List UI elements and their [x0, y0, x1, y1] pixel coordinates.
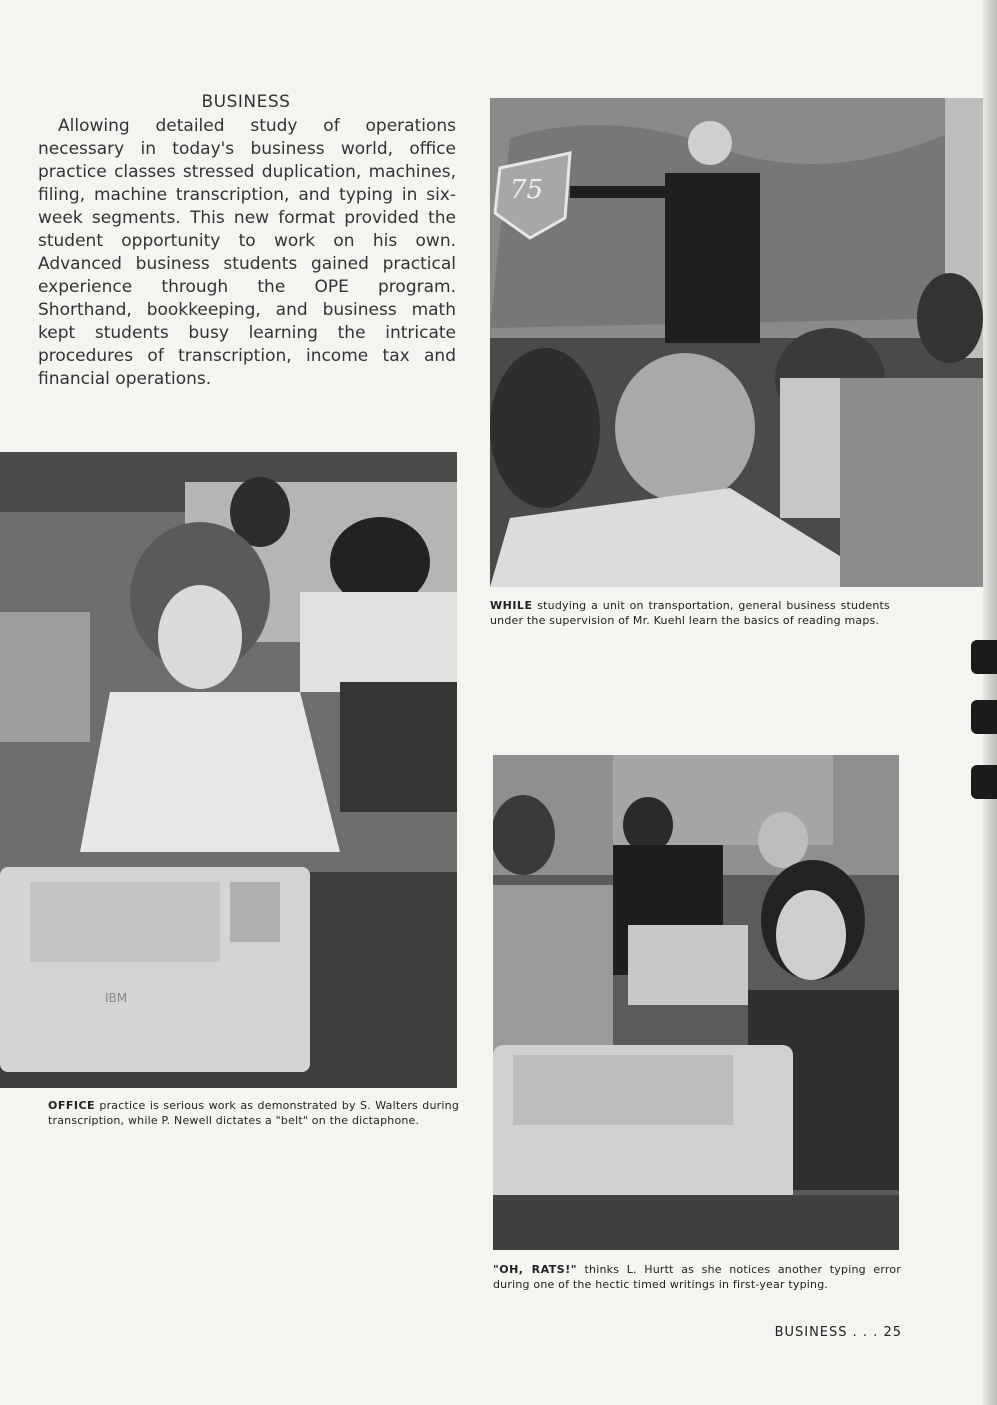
office-caption-lead: OFFICE	[48, 1099, 96, 1112]
typing-caption-text: thinks L. Hurtt as she notices another typing error during one of the hectic timed writings in first-year typing.	[493, 1263, 901, 1291]
typing-caption	[493, 1262, 901, 1292]
office-caption	[48, 1098, 459, 1128]
highway-sign-number: 75	[510, 175, 544, 205]
office-photo	[0, 452, 457, 1088]
classroom-caption-text: studying a unit on transportation, general business students under the supervision of Mr. Kuehl learn the basics of reading maps.	[490, 599, 890, 627]
classroom-caption	[490, 598, 890, 628]
typewriter-brand: IBM	[105, 991, 128, 1005]
typing-caption-lead: "OH, RATS!"	[493, 1263, 577, 1276]
typing-photo	[493, 755, 899, 1250]
classroom-photo	[490, 98, 983, 587]
article-body: Allowing detailed study of operations necessary in today's business world, office practice classes stressed duplication, machines, filing, machine transcription, and typing in six-week segments. This new format provided the student opportunity to work on his own. Advanced business students gained practical experience through the OPE program. Shorthand, bookkeeping, and business math kept students busy learning the intricate procedures of transcription, income tax and financial operations.	[38, 116, 456, 389]
article-heading: BUSINESS	[201, 92, 291, 112]
binder-clip	[971, 700, 997, 734]
binder-clip	[971, 765, 997, 799]
page-folio: BUSINESS . . . 25	[774, 1325, 902, 1340]
office-caption-text: practice is serious work as demonstrated by S. Walters during transcription, while P. Newell dictates a "belt" on the dictaphone.	[48, 1099, 459, 1127]
classroom-caption-lead: WHILE	[490, 599, 533, 612]
binder-clip	[971, 640, 997, 674]
